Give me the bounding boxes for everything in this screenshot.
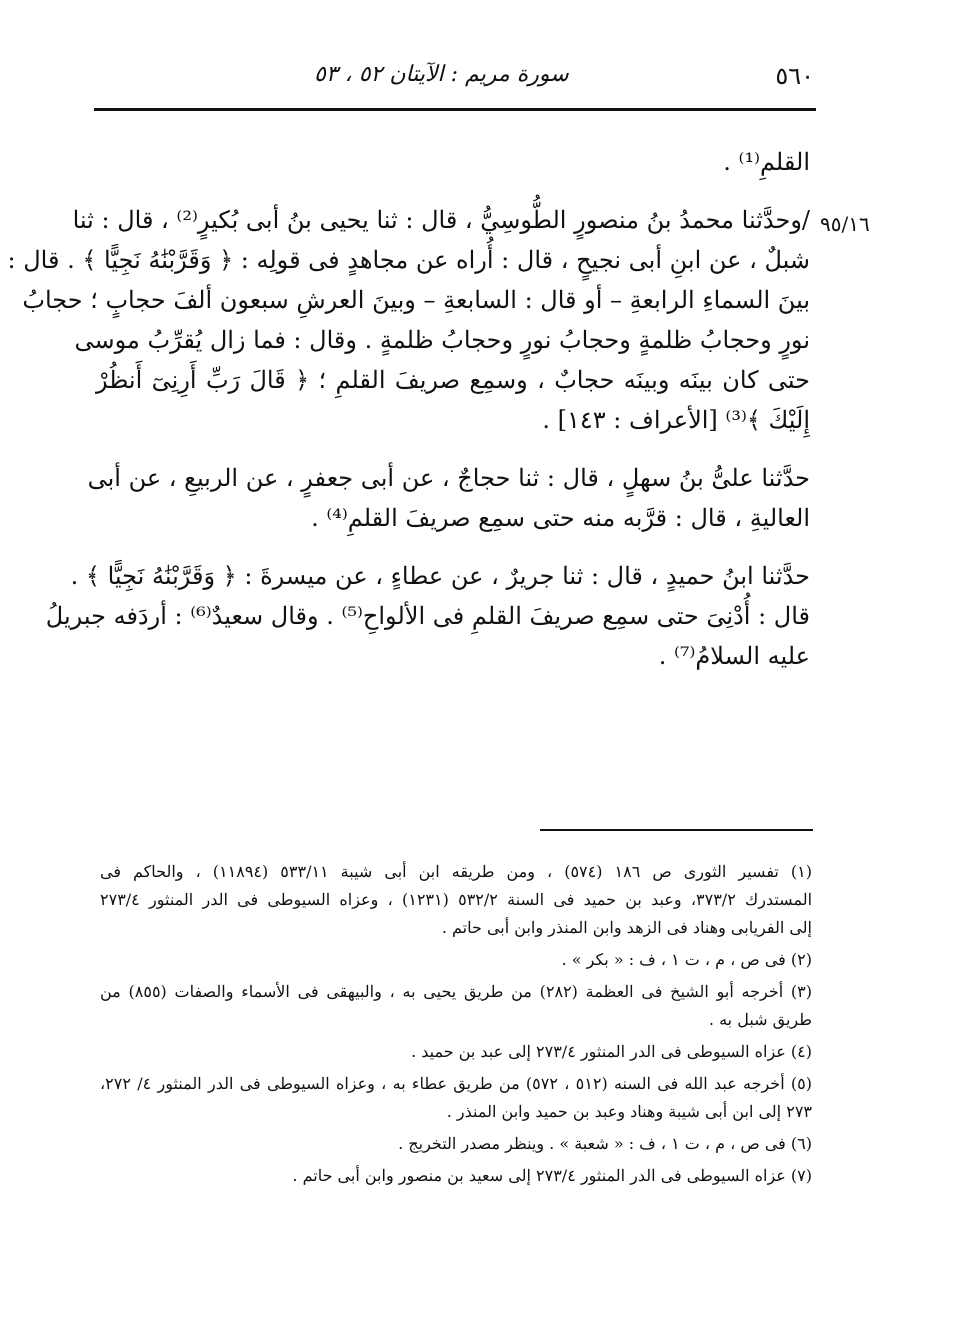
footnote-line: (٢) فى ص ، م ، ت ١ ، ف : « بكر » . [561, 950, 812, 969]
footnote-line: (٧) عزاه السيوطى فى الدر المنثور ٢٧٣/٤ إلى سعيد بن منصور وابن أبى حاتم . [292, 1166, 812, 1185]
text-line: عليه السلامُ⁽⁷⁾ . [658, 642, 810, 670]
text-line: إِلَيْكَ ﴾⁽³⁾ [الأعراف : ١٤٣] . [542, 406, 810, 434]
text-line: /وحدَّثنا محمدُ بنُ منصورٍ الطُّوسِيُّ ، قال : ثنا يحيى بنُ أبى بُكيرٍ⁽²⁾ ، قال : ثنا [72, 206, 810, 234]
text-line: شبلٌ ، عن ابنِ أبى نجيحٍ ، قال : أُراه عن مجاهدٍ فى قولِه : ﴿ وَقَرَّبْنَٰهُ نَجِيًّا ﴾ . قال : [7, 246, 810, 274]
text-line: بينَ السماءِ الرابعةِ – أو قال : السابعةِ – وبينَ العرشِ سبعون ألفَ حجابٍ ؛ حجابُ [22, 286, 810, 314]
margin-reference: ٩٥/١٦ [820, 212, 870, 236]
text-line: حدَّثنا علىُّ بنُ سهلٍ ، قال : ثنا حجاجٌ ، عن أبى جعفرٍ ، عن الربيعِ ، عن أبى [87, 464, 810, 492]
text-line: قال : أُدْنِىَ حتى سمِع صريفَ القلمِ فى الألواحِ⁽⁵⁾ . وقال سعيدٌ⁽⁶⁾ : أردَفه جبريلُ [45, 602, 810, 630]
text-line: نورٍ وحجابُ ظلمةٍ وحجابُ نورٍ وحجابُ ظلمةٍ . وقال : فما زال يُقرِّبُ موسى [74, 326, 810, 354]
footnote-rule [540, 829, 813, 831]
text-line: حدَّثنا ابنُ حميدٍ ، قال : ثنا جريرٌ ، عن عطاءٍ ، عن ميسرةَ : ﴿ وَقَرَّبْنَٰهُ نَجِيًّا ﴾ . [70, 562, 810, 590]
footnote-line: المستدرك ٣٧٣/٢، وعبد بن حميد فى السنة ٥٣٢/٢ (١٢٣١) ، وعزاه السيوطى فى الدر المنثور ٢٧٣/٤ [100, 890, 813, 909]
footnote-line: إلى الفريابى وهناد فى الزهد وابن المنذر وابن أبى حاتم . [441, 918, 812, 937]
footnote-line: (٥) أخرجه عبد الله فى السنه (٥١٢ ، ٥٧٢) من طريق عطاء به ، وعزاه السيوطى فى الدر المنثور ٤/ ٢٧٢، [100, 1074, 812, 1093]
footnote-line: (٦) فى ص ، م ، ت ١ ، ف : « شعبة » . وينظر مصدر التخريج . [398, 1134, 812, 1153]
page-header [94, 52, 814, 104]
text-line: حتى كان بينَه وبينَه حجابٌ ، وسمِع صريفَ القلمِ ؛ ﴿ قَالَ رَبِّ أَرِنِىٓ أَنظُرْ [96, 366, 810, 394]
footnote-line: طريق شبل به . [708, 1010, 812, 1029]
footnote-line: (١) تفسير الثورى ص ١٨٦ (٥٧٤) ، ومن طريقه ابن أبى شيبة ٥٣٣/١١ (١١٨٩٤) ، والحاكم فى [100, 862, 813, 881]
page-number: ٥٦٠ [775, 62, 814, 90]
running-head: سورة مريم : الآيتان ٥٢ ، ٥٣ [314, 62, 569, 87]
main-text [7, 142, 810, 676]
footnotes [100, 858, 812, 1190]
text-line: العاليةِ ، قال : قرَّبه منه حتى سمِع صريفَ القلمِ⁽⁴⁾ . [311, 504, 810, 532]
footnote-line: ٢٧٣ إلى ابن أبى شيبة وهناد وعبد بن حميد وابن المنذر . [446, 1102, 812, 1121]
text-line: القلمِ⁽¹⁾ . [723, 148, 810, 176]
footnote-line: (٤) عزاه السيوطى فى الدر المنثور ٢٧٣/٤ إلى عبد بن حميد . [411, 1042, 812, 1061]
header-rule [94, 108, 816, 111]
footnote-line: (٣) أخرجه أبو الشيخ فى العظمة (٢٨٢) من طريق يحيى به ، والبيهقى فى الأسماء والصفات (٨٥٥) من [100, 982, 813, 1001]
